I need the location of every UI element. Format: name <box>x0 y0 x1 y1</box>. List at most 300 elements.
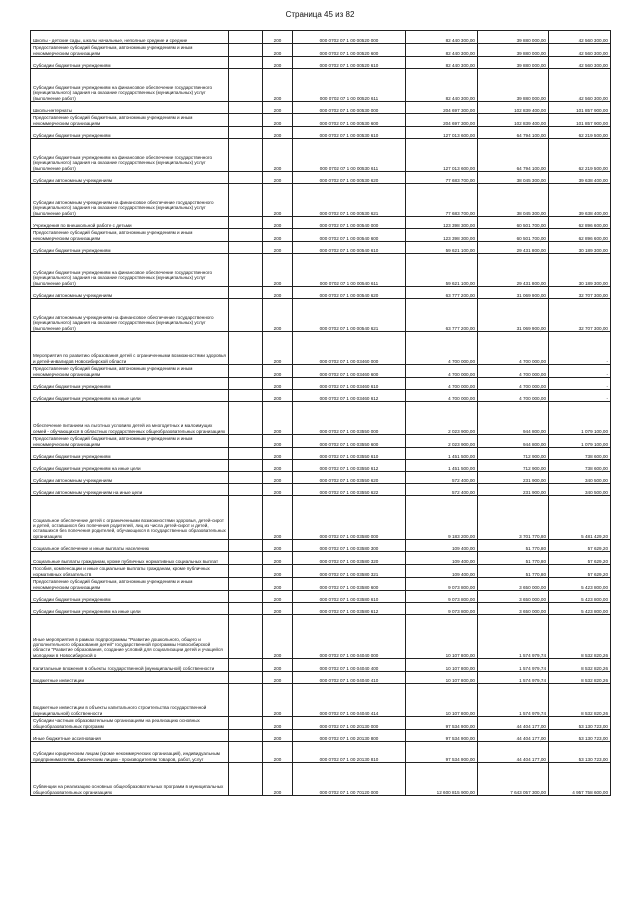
row-name: Учреждения по внешкольной работе с детьми <box>31 217 229 229</box>
row-budget-code: 000 0702 07 1 00 03550 600 <box>293 435 406 448</box>
row-executed-amount: 712 900,00 <box>478 460 549 472</box>
row-admin-code: 200 <box>263 44 293 57</box>
row-unexecuted-amount: 340 500,00 <box>549 472 611 484</box>
row-executed-amount: 31 069 900,00 <box>478 299 549 332</box>
row-name: Субсидии бюджетным учреждениям <box>31 57 229 69</box>
row-executed-amount: 39 880 000,00 <box>478 31 549 44</box>
table-row <box>31 540 611 552</box>
row-executed-amount: 44 404 177,00 <box>478 742 549 763</box>
row-admin-code: 200 <box>263 139 293 172</box>
row-unexecuted-amount: 39 638 400,00 <box>549 172 611 184</box>
row-unexecuted-amount: 62 219 500,00 <box>549 139 611 172</box>
row-executed-amount: 51 770,80 <box>478 565 549 578</box>
row-budget-code: 000 0702 07 1 00 03460 610 <box>293 378 406 390</box>
table-row <box>31 615 611 659</box>
row-admin-code: 200 <box>263 565 293 578</box>
row-admin-code: 200 <box>263 659 293 672</box>
row-executed-amount: 712 900,00 <box>478 448 549 460</box>
table-row <box>31 287 611 299</box>
row-admin-code: 200 <box>263 299 293 332</box>
row-unexecuted-amount: 101 857 900,00 <box>549 102 611 114</box>
row-blank <box>229 552 263 565</box>
table-row <box>31 659 611 672</box>
table-row <box>31 184 611 217</box>
row-budget-code: 000 0702 07 1 00 03580 300 <box>293 540 406 552</box>
row-unexecuted-amount: 340 500,00 <box>549 484 611 496</box>
row-approved-amount: 10 107 800,00 <box>406 659 478 672</box>
row-executed-amount: 4 700 000,00 <box>478 365 549 378</box>
row-executed-amount: 231 900,00 <box>478 484 549 496</box>
table-row <box>31 402 611 435</box>
row-admin-code: 200 <box>263 114 293 127</box>
row-executed-amount: 102 839 400,00 <box>478 102 549 114</box>
row-approved-amount: 97 534 900,00 <box>406 730 478 742</box>
row-name: Субсидии автономным учреждениям <box>31 287 229 299</box>
row-name: Мероприятия по развитию образования детей с ограниченными возможностями здоровья и детей-инвалидов Новосибирской области <box>31 332 229 365</box>
table-row <box>31 603 611 615</box>
row-executed-amount: 38 045 300,00 <box>478 184 549 217</box>
row-unexecuted-amount: 42 560 300,00 <box>549 31 611 44</box>
row-unexecuted-amount: 32 707 300,00 <box>549 299 611 332</box>
row-name: Субсидии бюджетным учреждениям на иные цели <box>31 603 229 615</box>
row-name: Бюджетные инвестиции в объекты капитального строительства государственной (муниципальной) собственности <box>31 684 229 717</box>
row-name: Школы - детские сады, школы начальные, неполные средние и средние <box>31 31 229 44</box>
row-approved-amount: 82 440 300,00 <box>406 44 478 57</box>
table-row <box>31 217 611 229</box>
row-blank <box>229 496 263 540</box>
table-row <box>31 332 611 365</box>
row-blank <box>229 287 263 299</box>
row-budget-code: 000 0702 07 1 00 20130 000 <box>293 717 406 730</box>
table-row <box>31 565 611 578</box>
row-admin-code: 200 <box>263 390 293 402</box>
row-unexecuted-amount: - <box>549 332 611 365</box>
row-admin-code: 200 <box>263 448 293 460</box>
row-unexecuted-amount: 32 707 300,00 <box>549 287 611 299</box>
row-name: Обеспечение питанием на льготных условиях детей из многодетных и малоимущих семей - обучающихся в областных государственных общеобразовательных организациях <box>31 402 229 435</box>
row-executed-amount: 39 880 000,00 <box>478 69 549 102</box>
row-admin-code: 200 <box>263 217 293 229</box>
row-budget-code: 000 0702 07 1 00 20130 800 <box>293 730 406 742</box>
row-executed-amount: 38 045 300,00 <box>478 172 549 184</box>
table-row <box>31 378 611 390</box>
row-blank <box>229 763 263 796</box>
row-unexecuted-amount: 57 629,20 <box>549 565 611 578</box>
table-row <box>31 763 611 796</box>
row-unexecuted-amount: 57 629,20 <box>549 540 611 552</box>
row-budget-code: 000 0702 07 1 00 03550 622 <box>293 484 406 496</box>
row-executed-amount: 4 700 000,00 <box>478 332 549 365</box>
row-budget-code: 000 0702 07 1 00 04040 400 <box>293 659 406 672</box>
row-unexecuted-amount: 8 532 820,26 <box>549 659 611 672</box>
row-admin-code: 200 <box>263 730 293 742</box>
row-executed-amount: 60 501 700,00 <box>478 217 549 229</box>
row-approved-amount: 12 600 815 900,00 <box>406 763 478 796</box>
row-approved-amount: 10 107 800,00 <box>406 615 478 659</box>
row-blank <box>229 742 263 763</box>
row-name: Бюджетные инвестиции <box>31 672 229 684</box>
row-budget-code: 000 0702 07 1 00 03460 600 <box>293 365 406 378</box>
row-blank <box>229 332 263 365</box>
row-approved-amount: 123 398 300,00 <box>406 229 478 242</box>
row-blank <box>229 565 263 578</box>
row-executed-amount: 29 431 800,00 <box>478 254 549 287</box>
row-unexecuted-amount: - <box>549 390 611 402</box>
row-blank <box>229 672 263 684</box>
row-approved-amount: 59 621 100,00 <box>406 254 478 287</box>
row-name: Субсидии бюджетным учреждениям <box>31 591 229 603</box>
row-approved-amount: 109 400,00 <box>406 552 478 565</box>
row-approved-amount: 63 777 200,00 <box>406 299 478 332</box>
row-unexecuted-amount: 8 532 820,26 <box>549 615 611 659</box>
table-row <box>31 139 611 172</box>
row-admin-code: 200 <box>263 603 293 615</box>
row-name: Капитальные вложения в объекты государственной (муниципальной) собственности <box>31 659 229 672</box>
row-approved-amount: 77 683 700,00 <box>406 184 478 217</box>
row-admin-code: 200 <box>263 102 293 114</box>
row-executed-amount: 231 900,00 <box>478 472 549 484</box>
row-approved-amount: 97 534 900,00 <box>406 742 478 763</box>
row-blank <box>229 591 263 603</box>
row-blank <box>229 57 263 69</box>
row-budget-code: 000 0702 07 1 00 00540 611 <box>293 254 406 287</box>
table-row <box>31 496 611 540</box>
page-header: Страница 45 из 82 <box>285 10 355 19</box>
row-admin-code: 200 <box>263 31 293 44</box>
row-admin-code: 200 <box>263 578 293 591</box>
row-blank <box>229 229 263 242</box>
row-blank <box>229 114 263 127</box>
row-approved-amount: 82 440 300,00 <box>406 57 478 69</box>
row-approved-amount: 9 183 200,00 <box>406 496 478 540</box>
row-unexecuted-amount: 1 079 100,00 <box>549 435 611 448</box>
row-approved-amount: 63 777 200,00 <box>406 287 478 299</box>
row-executed-amount: 1 574 979,74 <box>478 684 549 717</box>
table-row <box>31 484 611 496</box>
row-budget-code: 000 0702 07 1 00 00530 000 <box>293 102 406 114</box>
row-admin-code: 200 <box>263 615 293 659</box>
row-approved-amount: 1 451 500,00 <box>406 460 478 472</box>
row-approved-amount: 204 697 300,00 <box>406 102 478 114</box>
row-unexecuted-amount: 42 560 300,00 <box>549 44 611 57</box>
row-name: Субсидии юридическим лицам (кроме некоммерческих организаций), индивидуальным предпринимателям, физическим лицам - производителям товаров, работ, услуг <box>31 742 229 763</box>
row-budget-code: 000 0702 07 1 00 03580 612 <box>293 603 406 615</box>
table-row <box>31 730 611 742</box>
row-blank <box>229 378 263 390</box>
row-approved-amount: 127 013 600,00 <box>406 139 478 172</box>
row-blank <box>229 299 263 332</box>
table-row <box>31 578 611 591</box>
row-approved-amount: 4 700 000,00 <box>406 378 478 390</box>
row-budget-code: 000 0702 07 1 00 03580 000 <box>293 496 406 540</box>
row-name: Субсидии частным образовательным организациям на реализацию основных общеобразовательных программ <box>31 717 229 730</box>
row-admin-code: 200 <box>263 591 293 603</box>
row-name: Субсидии бюджетным учреждениям <box>31 378 229 390</box>
row-executed-amount: 4 700 000,00 <box>478 378 549 390</box>
row-budget-code: 000 0702 07 1 00 03580 321 <box>293 565 406 578</box>
row-approved-amount: 2 023 900,00 <box>406 402 478 435</box>
row-admin-code: 200 <box>263 672 293 684</box>
row-name: Субсидии бюджетным учреждениям на финансовое обеспечение государственного (муниципального) задания на оказание государственных (муниципальных) услуг (выполнение работ) <box>31 139 229 172</box>
row-name: Субсидии автономным учреждениям на финансовое обеспечение государственного (муниципального) задания на оказание государственных (муниципальных) услуг (выполнение работ) <box>31 184 229 217</box>
row-blank <box>229 217 263 229</box>
row-unexecuted-amount: - <box>549 365 611 378</box>
row-admin-code: 200 <box>263 365 293 378</box>
row-approved-amount: 10 107 800,00 <box>406 684 478 717</box>
row-blank <box>229 139 263 172</box>
row-name: Субсидии автономным учреждениям <box>31 172 229 184</box>
row-approved-amount: 4 700 000,00 <box>406 390 478 402</box>
row-budget-code: 000 0702 07 1 00 00540 600 <box>293 229 406 242</box>
row-admin-code: 200 <box>263 763 293 796</box>
row-name: Школы-интернаты <box>31 102 229 114</box>
row-admin-code: 200 <box>263 184 293 217</box>
row-executed-amount: 1 574 979,74 <box>478 615 549 659</box>
row-admin-code: 200 <box>263 57 293 69</box>
row-blank <box>229 472 263 484</box>
row-admin-code: 200 <box>263 229 293 242</box>
row-blank <box>229 717 263 730</box>
row-budget-code: 000 0702 07 1 00 00540 621 <box>293 299 406 332</box>
row-approved-amount: 4 700 000,00 <box>406 332 478 365</box>
row-approved-amount: 9 073 800,00 <box>406 591 478 603</box>
row-executed-amount: 3 701 770,80 <box>478 496 549 540</box>
row-approved-amount: 572 400,00 <box>406 472 478 484</box>
row-unexecuted-amount: 53 130 723,00 <box>549 742 611 763</box>
row-unexecuted-amount: 42 560 300,00 <box>549 69 611 102</box>
row-budget-code: 000 0702 07 1 00 04040 414 <box>293 684 406 717</box>
row-approved-amount: 59 621 100,00 <box>406 242 478 254</box>
row-unexecuted-amount: 5 423 800,00 <box>549 591 611 603</box>
row-blank <box>229 435 263 448</box>
row-budget-code: 000 0702 07 1 00 03550 000 <box>293 402 406 435</box>
row-executed-amount: 39 880 000,00 <box>478 57 549 69</box>
row-executed-amount: 3 650 000,00 <box>478 578 549 591</box>
row-name: Субсидии бюджетным учреждениям на иные цели <box>31 460 229 472</box>
row-budget-code: 000 0702 07 1 00 03580 600 <box>293 578 406 591</box>
row-admin-code: 200 <box>263 127 293 139</box>
row-admin-code: 200 <box>263 684 293 717</box>
table-row <box>31 448 611 460</box>
row-admin-code: 200 <box>263 69 293 102</box>
row-approved-amount: 82 440 300,00 <box>406 31 478 44</box>
row-admin-code: 200 <box>263 460 293 472</box>
row-blank <box>229 730 263 742</box>
row-budget-code: 000 0702 07 1 00 00530 620 <box>293 172 406 184</box>
row-admin-code: 200 <box>263 540 293 552</box>
row-approved-amount: 109 400,00 <box>406 565 478 578</box>
table-row <box>31 672 611 684</box>
row-executed-amount: 44 404 177,00 <box>478 730 549 742</box>
row-blank <box>229 659 263 672</box>
row-admin-code: 200 <box>263 254 293 287</box>
row-budget-code: 000 0702 07 1 00 03580 610 <box>293 591 406 603</box>
table-row <box>31 242 611 254</box>
budget-table-body <box>31 31 611 796</box>
row-executed-amount: 39 880 000,00 <box>478 44 549 57</box>
row-approved-amount: 204 697 300,00 <box>406 114 478 127</box>
row-admin-code: 200 <box>263 472 293 484</box>
row-budget-code: 000 0702 07 1 00 00540 620 <box>293 287 406 299</box>
row-blank <box>229 127 263 139</box>
row-executed-amount: 4 700 000,00 <box>478 390 549 402</box>
table-row <box>31 390 611 402</box>
table-row <box>31 172 611 184</box>
row-blank <box>229 69 263 102</box>
table-row <box>31 114 611 127</box>
row-budget-code: 000 0702 07 1 00 00540 610 <box>293 242 406 254</box>
row-blank <box>229 402 263 435</box>
row-blank <box>229 44 263 57</box>
row-unexecuted-amount: 738 600,00 <box>549 448 611 460</box>
row-blank <box>229 254 263 287</box>
row-admin-code: 200 <box>263 484 293 496</box>
row-name: Предоставление субсидий бюджетным, автономным учреждениям и иным некоммерческим организациям <box>31 44 229 57</box>
row-admin-code: 200 <box>263 435 293 448</box>
row-blank <box>229 31 263 44</box>
row-unexecuted-amount: 5 423 800,00 <box>549 603 611 615</box>
table-row <box>31 31 611 44</box>
table-row <box>31 102 611 114</box>
row-budget-code: 000 0702 07 1 00 00520 600 <box>293 44 406 57</box>
row-admin-code: 200 <box>263 242 293 254</box>
row-executed-amount: 1 574 979,74 <box>478 672 549 684</box>
row-approved-amount: 127 013 600,00 <box>406 127 478 139</box>
table-row <box>31 684 611 717</box>
row-unexecuted-amount: 101 857 900,00 <box>549 114 611 127</box>
row-approved-amount: 77 683 700,00 <box>406 172 478 184</box>
row-budget-code: 000 0702 07 1 00 00530 621 <box>293 184 406 217</box>
row-budget-code: 000 0702 07 1 00 00540 000 <box>293 217 406 229</box>
row-name: Субсидии бюджетным учреждениям <box>31 242 229 254</box>
row-executed-amount: 102 839 400,00 <box>478 114 549 127</box>
row-name: Субсидии бюджетным учреждениям <box>31 127 229 139</box>
row-budget-code: 000 0702 07 1 00 03460 000 <box>293 332 406 365</box>
row-name: Предоставление субсидий бюджетным, автономным учреждениям и иным некоммерческим организациям <box>31 114 229 127</box>
table-row <box>31 69 611 102</box>
row-blank <box>229 172 263 184</box>
row-admin-code: 200 <box>263 552 293 565</box>
table-row <box>31 552 611 565</box>
row-budget-code: 000 0702 07 1 00 00530 600 <box>293 114 406 127</box>
row-name: Предоставление субсидий бюджетным, автономным учреждениям и иным некоммерческим организациям <box>31 578 229 591</box>
table-row <box>31 57 611 69</box>
row-approved-amount: 97 534 900,00 <box>406 717 478 730</box>
table-row <box>31 591 611 603</box>
row-unexecuted-amount: 738 600,00 <box>549 460 611 472</box>
row-budget-code: 000 0702 07 1 00 20130 810 <box>293 742 406 763</box>
row-executed-amount: 29 431 800,00 <box>478 242 549 254</box>
row-admin-code: 200 <box>263 172 293 184</box>
row-budget-code: 000 0702 07 1 00 03550 610 <box>293 448 406 460</box>
row-budget-code: 000 0702 07 1 00 00530 611 <box>293 139 406 172</box>
row-unexecuted-amount: 57 629,20 <box>549 552 611 565</box>
row-executed-amount: 944 800,00 <box>478 435 549 448</box>
row-admin-code: 200 <box>263 332 293 365</box>
row-name: Пособия, компенсации и иные социальные выплаты гражданам, кроме публичных нормативных обязательств <box>31 565 229 578</box>
row-budget-code: 000 0702 07 1 00 03550 620 <box>293 472 406 484</box>
row-name: Иные бюджетные ассигнования <box>31 730 229 742</box>
row-executed-amount: 60 501 700,00 <box>478 229 549 242</box>
row-unexecuted-amount: 53 130 723,00 <box>549 730 611 742</box>
table-row <box>31 365 611 378</box>
row-name: Предоставление субсидий бюджетным, автономным учреждениям и иным некоммерческим организациям <box>31 365 229 378</box>
row-budget-code: 000 0702 07 1 00 70120 000 <box>293 763 406 796</box>
row-name: Субвенции на реализацию основных общеобразовательных программ в муниципальных общеобразовательных организациях <box>31 763 229 796</box>
row-unexecuted-amount: 30 189 300,00 <box>549 242 611 254</box>
row-executed-amount: 31 069 900,00 <box>478 287 549 299</box>
row-approved-amount: 4 700 000,00 <box>406 365 478 378</box>
row-unexecuted-amount: 8 532 820,26 <box>549 672 611 684</box>
row-approved-amount: 109 400,00 <box>406 540 478 552</box>
row-blank <box>229 184 263 217</box>
table-row <box>31 44 611 57</box>
row-executed-amount: 44 404 177,00 <box>478 717 549 730</box>
row-budget-code: 000 0702 07 1 00 03580 320 <box>293 552 406 565</box>
row-approved-amount: 82 440 300,00 <box>406 69 478 102</box>
table-row <box>31 127 611 139</box>
table-row <box>31 435 611 448</box>
row-budget-code: 000 0702 07 1 00 03550 612 <box>293 460 406 472</box>
row-executed-amount: 3 650 000,00 <box>478 603 549 615</box>
row-executed-amount: 1 574 979,74 <box>478 659 549 672</box>
row-approved-amount: 2 023 900,00 <box>406 435 478 448</box>
row-admin-code: 200 <box>263 742 293 763</box>
row-blank <box>229 540 263 552</box>
row-approved-amount: 10 107 800,00 <box>406 672 478 684</box>
row-name: Субсидии бюджетным учреждениям на финансовое обеспечение государственного (муниципального) задания на оказание государственных (муниципальных) услуг (выполнение работ) <box>31 69 229 102</box>
row-executed-amount: 64 794 100,00 <box>478 127 549 139</box>
row-name: Субсидии автономным учреждениям на финансовое обеспечение государственного (муниципального) задания на оказание государственных (муниципальных) услуг (выполнение работ) <box>31 299 229 332</box>
row-blank <box>229 102 263 114</box>
row-unexecuted-amount: 30 189 300,00 <box>549 254 611 287</box>
row-name: Социальные выплаты гражданам, кроме публичных нормативных социальных выплат <box>31 552 229 565</box>
row-name: Субсидии автономным учреждениям <box>31 472 229 484</box>
budget-table <box>30 30 611 796</box>
table-row <box>31 229 611 242</box>
row-executed-amount: 7 643 057 300,00 <box>478 763 549 796</box>
row-admin-code: 200 <box>263 496 293 540</box>
row-unexecuted-amount: 5 423 800,00 <box>549 578 611 591</box>
row-name: Предоставление субсидий бюджетным, автономным учреждениям и иным некоммерческим организациям <box>31 229 229 242</box>
row-name: Социальное обеспечение и иные выплаты населению <box>31 540 229 552</box>
row-admin-code: 200 <box>263 378 293 390</box>
row-name: Субсидии бюджетным учреждениям на иные цели <box>31 390 229 402</box>
row-budget-code: 000 0702 07 1 00 00530 610 <box>293 127 406 139</box>
row-executed-amount: 51 770,80 <box>478 552 549 565</box>
table-row <box>31 472 611 484</box>
row-budget-code: 000 0702 07 1 00 03460 612 <box>293 390 406 402</box>
row-budget-code: 000 0702 07 1 00 00520 000 <box>293 31 406 44</box>
row-blank <box>229 365 263 378</box>
row-budget-code: 000 0702 07 1 00 00520 611 <box>293 69 406 102</box>
row-blank <box>229 390 263 402</box>
row-blank <box>229 615 263 659</box>
row-name: Предоставление субсидий бюджетным, автономным учреждениям и иным некоммерческим организациям <box>31 435 229 448</box>
row-approved-amount: 1 451 500,00 <box>406 448 478 460</box>
row-unexecuted-amount: 5 481 429,20 <box>549 496 611 540</box>
row-name: Иные мероприятия в рамках подпрограммы "Развитие дошкольного, общего и дополнительного образования детей" государственной программы Новосибирской области "Развитие образования, создание условий для социализации детей и учащейся молодежи в Новосибирской о <box>31 615 229 659</box>
row-blank <box>229 242 263 254</box>
row-executed-amount: 944 800,00 <box>478 402 549 435</box>
row-blank <box>229 448 263 460</box>
row-budget-code: 000 0702 07 1 00 04040 410 <box>293 672 406 684</box>
table-row <box>31 742 611 763</box>
row-unexecuted-amount: - <box>549 378 611 390</box>
row-executed-amount: 51 770,80 <box>478 540 549 552</box>
table-row <box>31 299 611 332</box>
row-unexecuted-amount: 1 079 100,00 <box>549 402 611 435</box>
